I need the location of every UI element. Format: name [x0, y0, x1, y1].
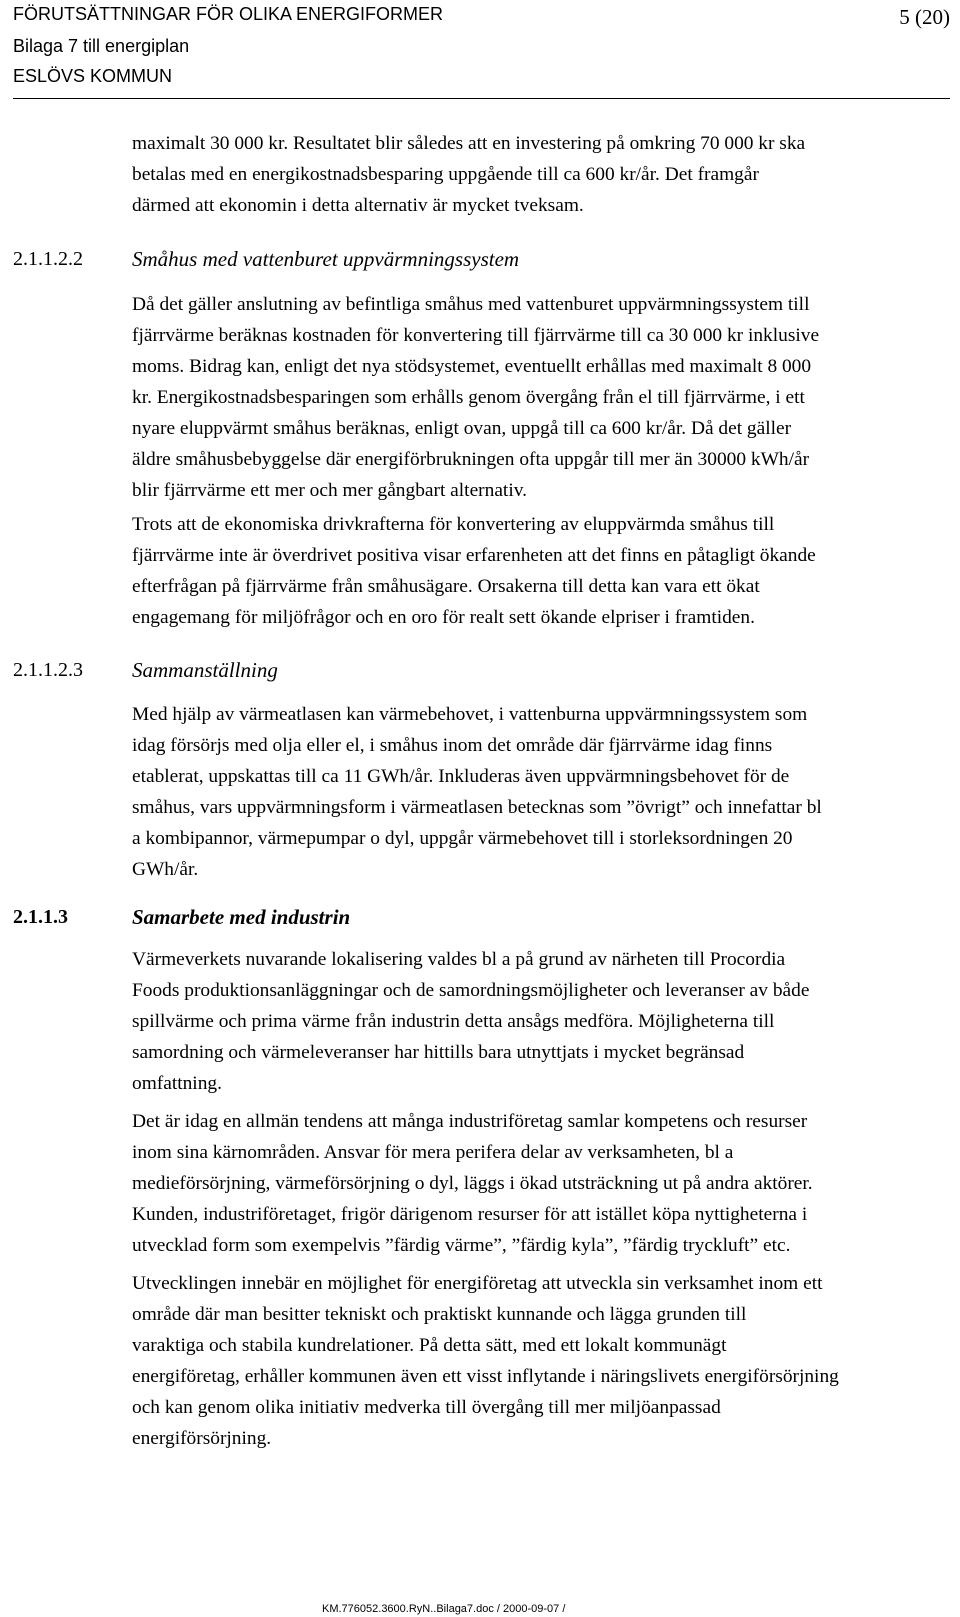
text-line: efterfrågan på fjärrvärme från småhusägare. Orsakerna till detta kan vara ett ökat	[132, 576, 760, 597]
text-line: Det är idag en allmän tendens att många industriföretag samlar kompetens och resurser	[132, 1111, 808, 1132]
paragraph	[132, 944, 952, 1099]
text-line: a kombipannor, värmepumpar o dyl, uppgår värmebehovet till i storleksordningen 20	[132, 828, 793, 849]
text-line: småhus, vars uppvärmningsform i värmeatlasen betecknas som ”övrigt” och innefattar bl	[132, 797, 822, 818]
text-line: spillvärme och prima värme från industrin detta ansågs medföra. Möjligheterna till	[132, 1011, 775, 1032]
text-line: energiförsörjning.	[132, 1428, 272, 1449]
text-line: engagemang för miljöfrågor och en oro för realt sett ökande elpriser i framtiden.	[132, 607, 755, 628]
paragraph	[132, 1268, 952, 1454]
text-line: blir fjärrvärme ett mer och mer gångbart alternativ.	[132, 480, 527, 501]
section-heading: Samarbete med industrin	[132, 905, 351, 929]
text-line: fjärrvärme inte är överdrivet positiva visar erfarenheten att det finns en påtagligt ökande	[132, 545, 816, 566]
text-line: Kunden, industriföretaget, frigör därigenom resurser för att istället köpa nyttigheterna i	[132, 1204, 808, 1225]
text-line: nyare eluppvärmt småhus beräknas, enligt ovan, uppgå till ca 600 kr/år. Då det gäller	[132, 418, 792, 439]
document-subtitle: Bilaga 7 till energiplan	[13, 36, 190, 56]
section-number: 2.1.1.2.3	[13, 659, 83, 681]
text-line: äldre småhusbebyggelse där energiförbrukningen ofta uppgår till mer än 30000 kWh/år	[132, 449, 810, 470]
text-line: omfattning.	[132, 1073, 222, 1094]
text-line: utvecklad form som exempelvis ”färdig värme”, ”färdig kyla”, ”färdig tryckluft” etc.	[132, 1235, 791, 1256]
text-line: inom sina kärnområden. Ansvar för mera perifera delar av verksamheten, bl a	[132, 1142, 734, 1163]
text-line: maximalt 30 000 kr. Resultatet blir således att en investering på omkring 70 000 kr ska	[132, 133, 806, 154]
text-line: GWh/år.	[132, 859, 199, 880]
paragraph	[132, 509, 952, 633]
page-number: 5 (20)	[899, 5, 950, 29]
paragraph	[132, 289, 952, 506]
text-line: betalas med en energikostnadsbesparing uppgående till ca 600 kr/år. Det framgår	[132, 164, 759, 185]
text-line: idag försörjs med olja eller el, i småhus inom det område där fjärrvärme idag finns	[132, 735, 773, 756]
text-line: energiföretag, erhåller kommunen även ett visst inflytande i näringslivets energiförsörjning	[132, 1366, 839, 1387]
text-line: medieförsörjning, värmeförsörjning o dyl, läggs i ökad utsträckning ut på andra aktörer.	[132, 1173, 813, 1194]
text-line: Foods produktionsanläggningar och de samordningsmöjligheter och leveranser av både	[132, 980, 810, 1001]
text-line: moms. Bidrag kan, enligt det nya stödsystemet, eventuellt erhållas med maximalt 8 000	[132, 356, 812, 377]
text-line: Trots att de ekonomiska drivkrafterna för konvertering av eluppvärmda småhus till	[132, 514, 775, 535]
page-header	[13, 0, 950, 99]
document-title: FÖRUTSÄTTNINGAR FÖR OLIKA ENERGIFORMER	[13, 4, 444, 24]
intro-paragraph	[132, 128, 952, 221]
page-footer: KM.776052.3600.RyN..Bilaga7.doc / 2000-09-07 /	[322, 1603, 566, 1615]
section-number: 2.1.1.3	[13, 906, 68, 928]
text-line: varaktiga och stabila kundrelationer. På detta sätt, med ett lokalt kommunägt	[132, 1335, 727, 1356]
text-line: kr. Energikostnadsbesparingen som erhålls genom övergång från el till fjärrvärme, i ett	[132, 387, 805, 408]
text-line: samordning och värmeleveranser har hittills bara utnyttjats i mycket begränsad	[132, 1042, 745, 1063]
text-line: område där man besitter tekniskt och praktiskt kunnande och lägga grunden till	[132, 1304, 747, 1325]
section-heading: Sammanställning	[132, 658, 278, 682]
paragraph	[132, 1106, 952, 1261]
text-line: Med hjälp av värmeatlasen kan värmebehovet, i vattenburna uppvärmningssystem som	[132, 704, 808, 725]
text-line: och kan genom olika initiativ medverka till övergång till mer miljöanpassad	[132, 1397, 721, 1418]
text-line: Utvecklingen innebär en möjlighet för energiföretag att utveckla sin verksamhet inom ett	[132, 1273, 823, 1294]
text-line: Då det gäller anslutning av befintliga småhus med vattenburet uppvärmningssystem till	[132, 294, 810, 315]
text-line: fjärrvärme beräknas kostnaden för konvertering till fjärrvärme till ca 30 000 kr inklusive	[132, 325, 820, 346]
text-line: därmed att ekonomin i detta alternativ är mycket tveksam.	[132, 195, 584, 216]
section-heading: Småhus med vattenburet uppvärmningssystem	[132, 247, 520, 271]
organization-name: ESLÖVS KOMMUN	[13, 66, 173, 86]
paragraph	[132, 699, 952, 885]
section-number: 2.1.1.2.2	[13, 248, 83, 270]
text-line: Värmeverkets nuvarande lokalisering valdes bl a på grund av närheten till Procordia	[132, 949, 786, 970]
text-line: etablerat, uppskattas till ca 11 GWh/år. Inkluderas även uppvärmningsbehovet för de	[132, 766, 790, 787]
